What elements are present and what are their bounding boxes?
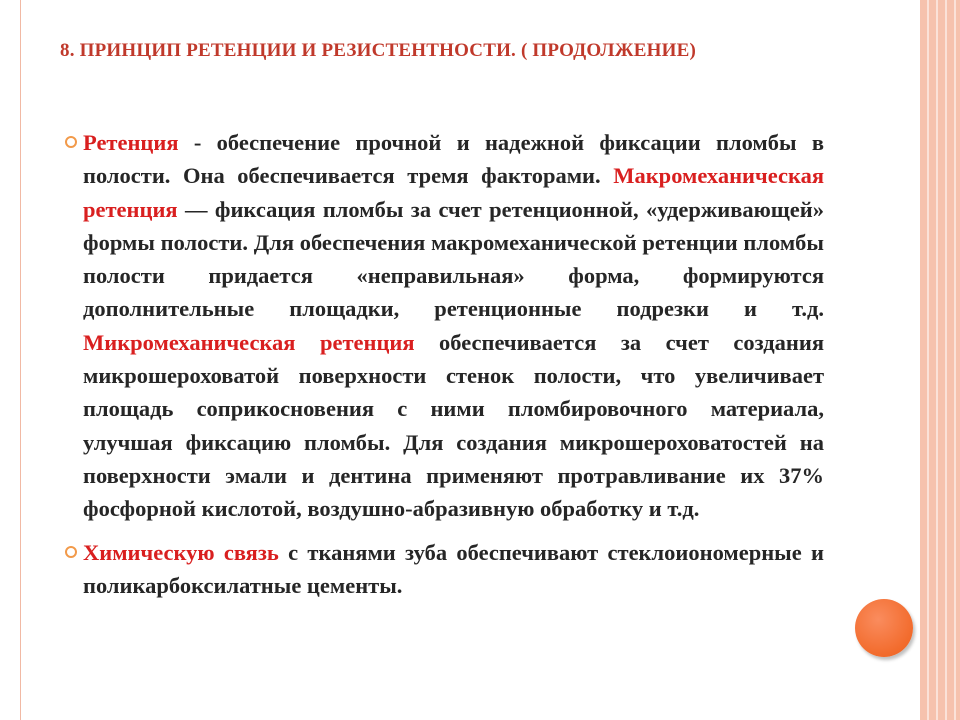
bullet-item-retention xyxy=(66,126,824,526)
right-stripes-decoration xyxy=(920,0,960,720)
bullet-item-chemical-bond xyxy=(66,536,824,603)
term-macromechanical-retention: Макромеханическая ретенция xyxy=(83,163,824,222)
slide-content xyxy=(66,126,824,612)
slide-title: 8. ПРИНЦИП РЕТЕНЦИИ И РЕЗИСТЕНТНОСТИ. ( ПРОДОЛЖЕНИЕ) xyxy=(60,40,697,61)
term-chemical-bond: Химическую связь xyxy=(83,539,279,565)
bullet-text: с тканями зуба обеспечивают стеклоиономерные и поликарбоксилатные цементы. xyxy=(83,539,825,598)
ring-bullet-icon xyxy=(65,136,77,148)
term-micromechanical-retention: Микромеханическая ретенция xyxy=(83,329,415,355)
bullet-text: — фиксация пломбы за счет ретенционной, «удерживающей» формы полости. Для обеспечения макромеханической ретенции пломбы полости придается «неправильная» форма, формируются дополнительные площадки, ретенционные подрезки и т.д. xyxy=(83,196,824,322)
term-retention: Ретенция xyxy=(83,130,179,155)
bullet-text: обеспечивается за счет создания микрошероховатой поверхности стенок полости, что увеличивает площадь соприкосновения с ними пломбировочного материала, улучшая фиксацию пломбы. Для создания микрошероховатостей на поверхности эмали и дентина применяют протравливание их 37% фосфорной кислотой, воздушно-абразивную обработку и т.д. xyxy=(83,329,824,522)
ring-bullet-icon xyxy=(65,546,77,558)
left-frame-line xyxy=(20,0,21,720)
bullet-text: - обеспечение прочной и надежной фиксации пломбы в полости. Она обеспечивается тремя факторами. xyxy=(83,130,824,189)
orange-circle-decoration xyxy=(855,599,913,657)
